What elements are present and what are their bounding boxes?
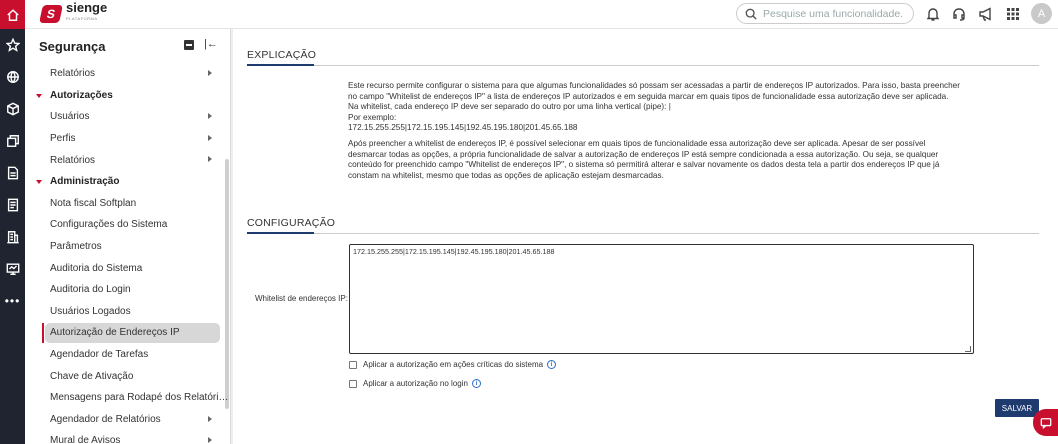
document-icon[interactable] (0, 157, 25, 189)
whitelist-label: Whitelist de endereços IP: (255, 294, 348, 303)
explanation-divider (247, 65, 1039, 66)
sidebar-item-label: Nota fiscal Softplan (50, 197, 137, 209)
chevron-down-icon (36, 180, 42, 184)
sienge-logo[interactable] (41, 0, 108, 24)
sidebar-item-active[interactable] (25, 322, 230, 344)
sidebar-item[interactable] (25, 365, 230, 387)
layers-icon[interactable] (0, 125, 25, 157)
login-option[interactable] (349, 379, 481, 388)
chevron-right-icon (208, 416, 212, 422)
sidebar-item-label: Relatórios (50, 154, 96, 166)
sidebar-header (25, 29, 230, 63)
sidebar-item-label: Agendador de Tarefas (50, 349, 149, 361)
monitor-icon[interactable] (0, 253, 25, 285)
chevron-right-icon (208, 437, 212, 443)
sidebar-item[interactable] (25, 409, 230, 431)
search-input[interactable] (763, 8, 908, 20)
app-rail (0, 0, 25, 444)
configuration-divider (247, 233, 1039, 234)
sidebar-item[interactable] (25, 430, 230, 444)
sidebar-item-label: Perfis (50, 133, 76, 145)
sidebar-item-label: Agendador de Relatórios (50, 413, 161, 425)
configuration-title: CONFIGURAÇÃO (247, 217, 336, 229)
sidebar-item-label: Auditoria do Sistema (50, 262, 143, 274)
explanation-details: Após preencher a whitelist de endereços IP, é possível selecionar em quais tipos de funcionalidade essa autorização deve ser aplicada. Apesar de ser possível desmarcar todas as opções, a própria funcionalidade de salvar a autorização de endereços IP está sempre condicionada a essa autorização. Ou seja, se qualquer conteúdo for preenchido campo "Whitelist de endereços IP", o sistema só permitirá alterar e salvar novamente os dados desta tela a partir dos endereços IP que já constam na whitelist, mesmo que todas as opções de aplicação estejam desmarcadas. (348, 138, 940, 180)
sidebar-item-label: Autorizações (50, 89, 113, 101)
sidebar-item[interactable] (25, 257, 230, 279)
textarea-resize-handle[interactable] (965, 346, 971, 352)
sidebar-item-label: Relatórios (50, 68, 96, 80)
building-icon[interactable] (0, 221, 25, 253)
minimize-icon[interactable] (184, 40, 194, 50)
sidebar-item-label: Autorização de Endereços IP (50, 327, 180, 339)
sidebar-item[interactable] (25, 301, 230, 323)
explanation-title: EXPLICAÇÃO (247, 49, 317, 61)
chevron-right-icon (208, 156, 212, 162)
whitelist-textarea[interactable] (349, 244, 974, 354)
sidebar-scrollbar[interactable] (225, 159, 229, 409)
sidebar-item[interactable] (25, 63, 230, 85)
chevron-down-icon (36, 94, 42, 98)
explanation-example-value: 172.15.255.255|172.15.195.145|192.45.195.180|201.45.65.188 (348, 123, 578, 133)
explanation-text (348, 81, 963, 181)
sidebar-item[interactable] (25, 106, 230, 128)
sidebar-item[interactable] (25, 387, 230, 409)
info-icon[interactable]: i (472, 379, 481, 388)
sidebar (25, 29, 231, 444)
sidebar-item-label: Usuários Logados (50, 305, 131, 317)
critical-actions-checkbox[interactable] (349, 361, 357, 369)
sidebar-item[interactable] (25, 344, 230, 366)
explanation-pipe-rule: Na whitelist, cada endereço IP deve ser separado do outro por uma linha vertical (pipe): | (348, 102, 671, 112)
save-button[interactable]: SALVAR (995, 399, 1039, 417)
bell-icon[interactable] (925, 6, 941, 22)
sidebar-item-label: Administração (50, 176, 120, 188)
more-icon[interactable]: ••• (4, 294, 21, 308)
login-label: Aplicar a autorização no login (363, 379, 468, 388)
sidebar-item[interactable] (25, 193, 230, 215)
explanation-paragraph: Este recurso permite configurar o sistema para que algumas funcionalidades só possam ser acessadas a partir de endereços IP autorizados. Para isso, basta preencher no campo "Whitelist de endereços IP" a lista de endereços IP autorizados e em seguida marcar em quais tipos de funcionalidade essa autorização deve ser aplicada. (348, 81, 960, 101)
main-content (231, 29, 1058, 444)
report-icon[interactable] (0, 189, 25, 221)
search-box[interactable] (736, 3, 914, 24)
box-icon[interactable] (0, 93, 25, 125)
sidebar-section[interactable] (25, 171, 230, 193)
headset-icon[interactable] (951, 6, 967, 22)
sidebar-item[interactable] (25, 279, 230, 301)
sidebar-item[interactable] (25, 149, 230, 171)
sidebar-item-label: Auditoria do Login (50, 284, 131, 296)
sidebar-item[interactable] (25, 214, 230, 236)
sidebar-title: Segurança (39, 38, 106, 54)
sidebar-item-label: Parâmetros (50, 241, 102, 253)
critical-actions-option[interactable] (349, 360, 556, 369)
top-bar (25, 0, 1058, 29)
sidebar-item-label: Chave de Ativação (50, 370, 134, 382)
search-icon (745, 8, 757, 20)
sidebar-item-label: Mural de Avisos (50, 435, 121, 444)
collapse-sidebar-icon[interactable]: |← (204, 38, 218, 50)
globe-icon[interactable] (0, 61, 25, 93)
megaphone-icon[interactable] (978, 6, 994, 22)
sidebar-menu (25, 63, 230, 444)
chat-icon[interactable] (1033, 409, 1058, 436)
login-checkbox[interactable] (349, 380, 357, 388)
explanation-example-label: Por exemplo: (348, 112, 397, 122)
home-icon[interactable] (0, 0, 25, 29)
chevron-right-icon (208, 135, 212, 141)
sidebar-section[interactable] (25, 85, 230, 107)
logo-subtitle: PLATAFORMA (66, 16, 98, 21)
logo-mark: S (39, 5, 63, 23)
critical-actions-label: Aplicar a autorização em ações críticas do sistema (363, 360, 544, 369)
sidebar-item[interactable] (25, 128, 230, 150)
avatar[interactable]: A (1031, 3, 1052, 24)
chevron-right-icon (208, 70, 212, 76)
sidebar-item[interactable] (25, 236, 230, 258)
sidebar-item-label: Configurações do Sistema (50, 219, 168, 231)
apps-grid-icon[interactable] (1005, 6, 1021, 22)
sidebar-item-label: Usuários (50, 111, 90, 123)
logo-name: sienge (66, 0, 108, 15)
star-icon[interactable] (0, 29, 25, 61)
chevron-right-icon (208, 113, 212, 119)
info-icon[interactable]: i (547, 360, 556, 369)
sidebar-item-label: Mensagens para Rodapé dos Relatóri… (50, 392, 229, 404)
